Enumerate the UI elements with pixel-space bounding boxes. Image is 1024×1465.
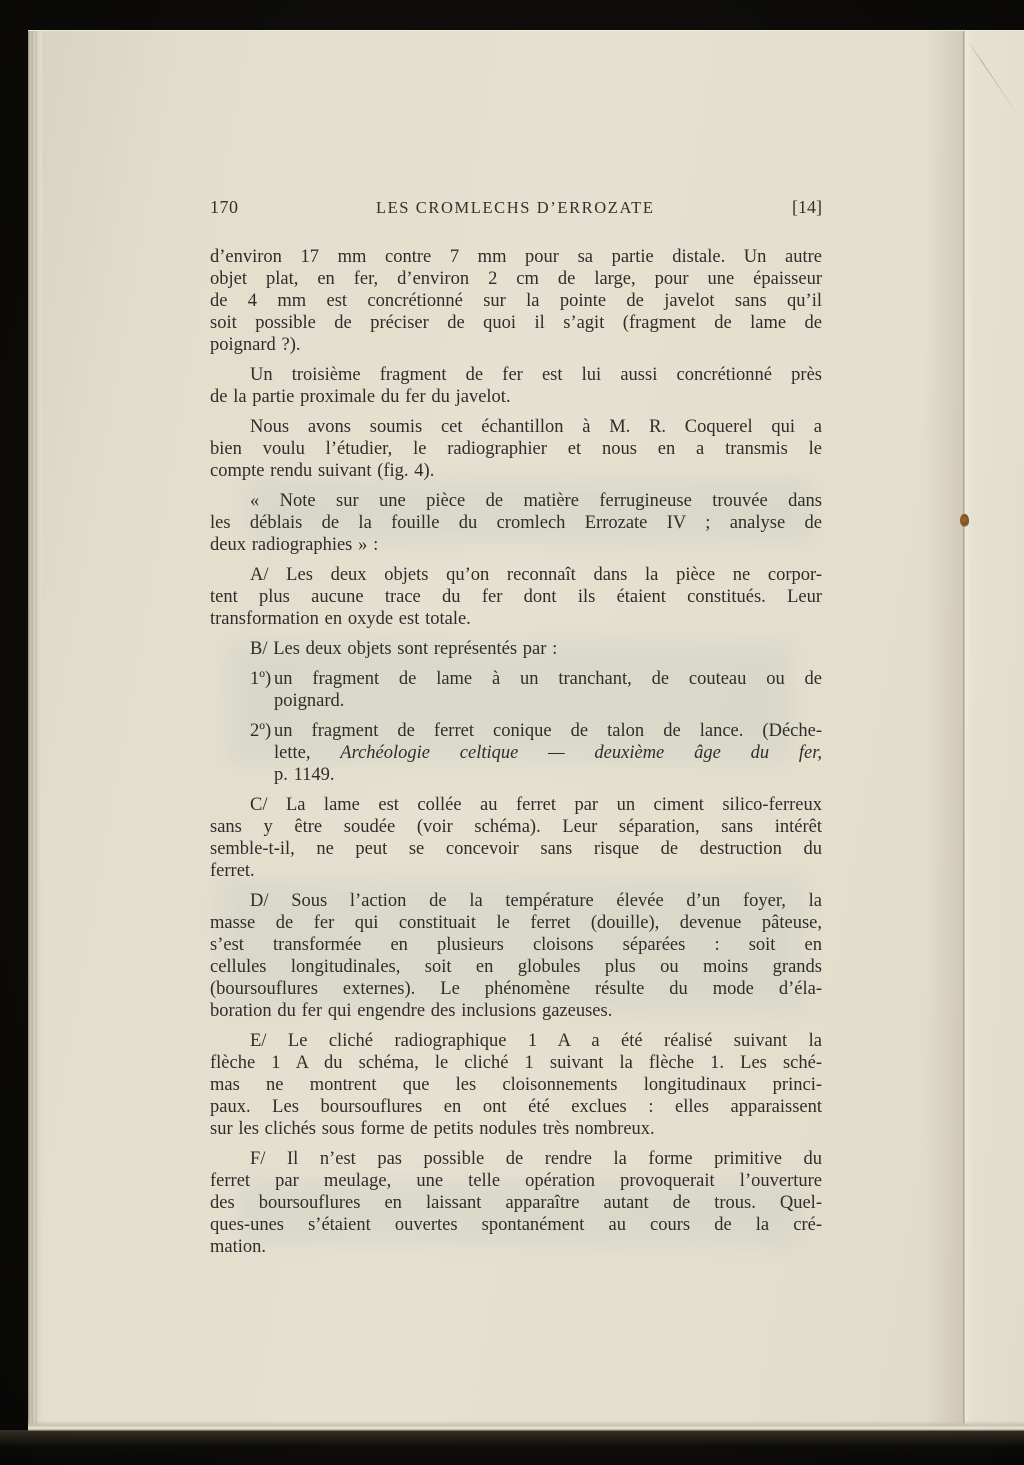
text-line: [210, 438, 822, 460]
paragraph: [210, 564, 822, 630]
text-line: [210, 1030, 822, 1052]
text-line: [210, 1074, 822, 1096]
text-segment: Un troisième fragment de fer est lui aussi concrétionné près: [250, 365, 822, 385]
text-segment: ferret par meulage, une telle opération provoquerait l’ouverture: [210, 1171, 822, 1191]
text-line: [210, 564, 822, 586]
paragraph: [210, 364, 822, 408]
text-line: [210, 608, 822, 630]
text-segment: p. 1149.: [274, 765, 335, 785]
text-line: [210, 934, 822, 956]
text-segment: un fragment de ferret conique de talon de lance. (Déche-: [274, 721, 822, 741]
text-segment: C/ La lame est collée au ferret par un ciment silico-ferreux: [250, 795, 822, 815]
text-line: [210, 1214, 822, 1236]
page-fold-line: [963, 31, 965, 1431]
text-segment: flèche 1 A du schéma, le cliché 1 suivant la flèche 1. Les sché-: [210, 1053, 822, 1073]
gutter-shadow: [925, 31, 963, 1431]
text-line: [210, 586, 822, 608]
next-page-edge: [965, 31, 1024, 1431]
text-segment: deux radiographies » :: [210, 535, 379, 555]
paragraph: [210, 890, 822, 1022]
text-line: [210, 312, 822, 334]
paragraph: [210, 246, 822, 356]
text-line: [210, 1236, 822, 1258]
text-line: [210, 334, 822, 356]
text-line: [210, 1096, 822, 1118]
paragraph: [210, 720, 822, 786]
italic-citation: Archéologie celtique — deuxième âge du fer,: [340, 743, 823, 763]
list-marker: 2º): [250, 721, 272, 741]
text-line: [250, 668, 822, 690]
text-segment: D/ Sous l’action de la température élevée d’un foyer, la: [250, 891, 822, 911]
paragraph: [210, 1030, 822, 1140]
text-line: [210, 638, 822, 660]
text-line: [210, 364, 822, 386]
text-line: [250, 742, 822, 764]
text-segment: boration du fer qui engendre des inclusions gazeuses.: [210, 1001, 613, 1021]
text-line: [210, 816, 822, 838]
list-marker: 1º): [250, 669, 272, 689]
text-line: [210, 386, 822, 408]
text-segment: poignard.: [274, 691, 345, 711]
text-segment: mation.: [210, 1237, 267, 1257]
text-segment: des boursouflures en laissant apparaître autant de trous. Quel-: [210, 1193, 822, 1213]
text-segment: paux. Les boursouflures en ont été exclues : elles apparaissent: [210, 1097, 822, 1117]
paragraph: [210, 668, 822, 712]
text-line: [210, 268, 822, 290]
paper-speck: [960, 514, 969, 527]
text-line: [210, 890, 822, 912]
text-line: [210, 838, 822, 860]
text-line: [210, 290, 822, 312]
running-title: LES CROMLECHS D’ERROZATE: [375, 198, 655, 217]
text-line: [210, 978, 822, 1000]
page-stack-edge: [28, 31, 42, 1431]
text-block: [210, 246, 822, 1266]
text-line: [210, 460, 822, 482]
text-segment: mas ne montrent que les cloisonnements longitudinaux princi-: [210, 1075, 822, 1095]
text-segment: bien voulu l’étudier, le radiographier et nous en a transmis le: [210, 439, 822, 459]
text-line: [210, 490, 822, 512]
book-page: [28, 30, 1024, 1431]
paragraph: [210, 490, 822, 556]
bracket-folio: [14]: [791, 197, 822, 217]
text-line: [250, 690, 822, 712]
text-segment: tent plus aucune trace du fer dont ils étaient constitués. Leur: [210, 587, 822, 607]
text-segment: de la partie proximale du fer du javelot.: [210, 387, 511, 407]
text-line: [210, 1118, 822, 1140]
text-segment: lette,: [274, 743, 341, 763]
text-line: [210, 912, 822, 934]
text-segment: B/ Les deux objets sont représentés par :: [250, 639, 558, 659]
running-header: [210, 197, 822, 218]
text-segment: semble-t-il, ne peut se concevoir sans risque de destruction du: [210, 839, 822, 859]
text-segment: objet plat, en fer, d’environ 2 cm de large, pour une épaisseur: [210, 269, 822, 289]
text-segment: un fragment de lame à un tranchant, de couteau ou de: [274, 669, 822, 689]
text-segment: compte rendu suivant (fig. 4).: [210, 461, 435, 481]
text-line: [210, 416, 822, 438]
text-segment: masse de fer qui constituait le ferret (douille), devenue pâteuse,: [210, 913, 822, 933]
text-segment: ferret.: [210, 861, 255, 881]
text-segment: les déblais de la fouille du cromlech Errozate IV ; analyse de: [210, 513, 822, 533]
text-segment: s’est transformée en plusieurs cloisons séparées : soit en: [210, 935, 822, 955]
text-segment: F/ Il n’est pas possible de rendre la forme primitive du: [250, 1149, 822, 1169]
text-line: [250, 764, 822, 786]
text-segment: E/ Le cliché radiographique 1 A a été réalisé suivant la: [250, 1031, 822, 1051]
text-line: [210, 512, 822, 534]
paragraph: [210, 416, 822, 482]
text-line: [210, 794, 822, 816]
paragraph: [210, 1148, 822, 1258]
text-line: [210, 1170, 822, 1192]
page-number: 170: [210, 197, 239, 217]
text-segment: sans y être soudée (voir schéma). Leur séparation, sans intérêt: [210, 817, 822, 837]
text-line: [210, 1052, 822, 1074]
page-shadow: [0, 1430, 1024, 1460]
text-segment: ques-unes s’étaient ouvertes spontanément au cours de la cré-: [210, 1215, 822, 1235]
text-segment: cellules longitudinales, soit en globules plus ou moins grands: [210, 957, 822, 977]
text-segment: A/ Les deux objets qu’on reconnaît dans la pièce ne corpor-: [250, 565, 822, 585]
text-line: [210, 1192, 822, 1214]
paragraph: [210, 638, 822, 660]
text-segment: Nous avons soumis cet échantillon à M. R. Coquerel qui a: [250, 417, 822, 437]
text-line: [210, 534, 822, 556]
text-segment: poignard ?).: [210, 335, 301, 355]
text-line: [210, 956, 822, 978]
text-segment: de 4 mm est concrétionné sur la pointe de javelot sans qu’il: [210, 291, 822, 311]
text-segment: sur les clichés sous forme de petits nodules très nombreux.: [210, 1119, 655, 1139]
text-line: [250, 720, 822, 742]
text-line: [210, 860, 822, 882]
text-line: [210, 1000, 822, 1022]
text-segment: « Note sur une pièce de matière ferrugineuse trouvée dans: [250, 491, 822, 511]
text-line: [210, 1148, 822, 1170]
text-segment: transformation en oxyde est totale.: [210, 609, 471, 629]
text-segment: d’environ 17 mm contre 7 mm pour sa partie distale. Un autre: [210, 247, 822, 267]
text-segment: soit possible de préciser de quoi il s’agit (fragment de lame de: [210, 313, 822, 333]
paragraph: [210, 794, 822, 882]
text-line: [210, 246, 822, 268]
text-segment: (boursouflures externes). Le phénomène résulte du mode d’éla-: [210, 979, 822, 999]
